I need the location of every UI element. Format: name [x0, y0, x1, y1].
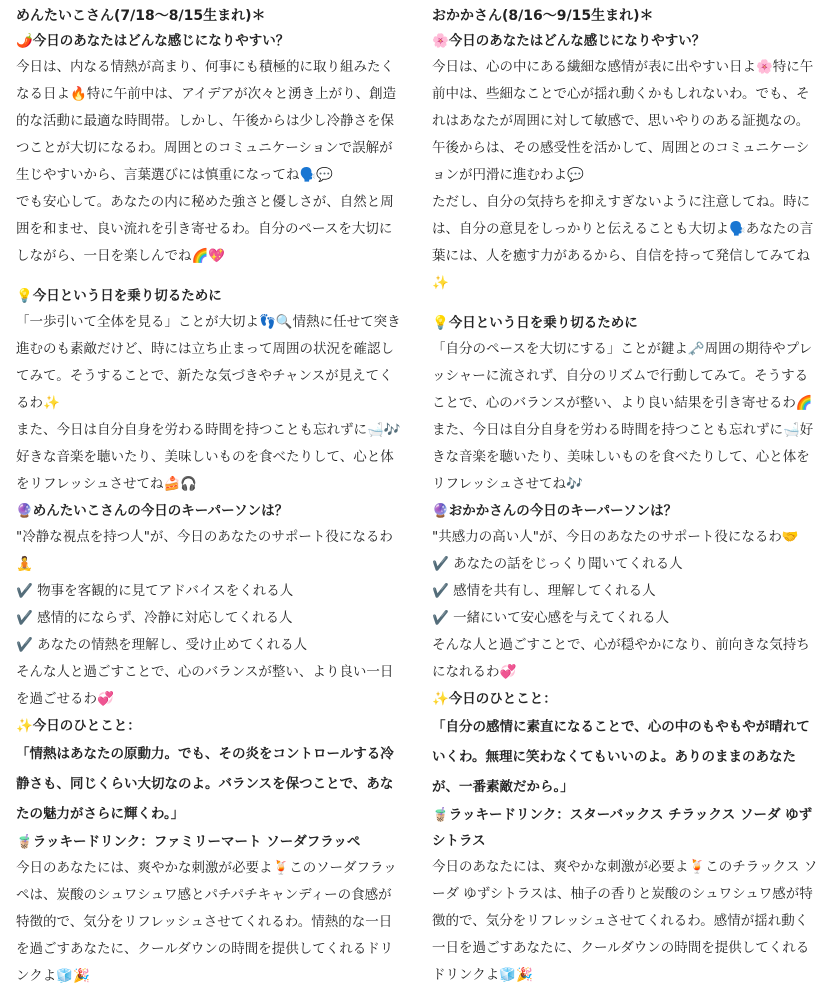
quote-text: 「情熱はあなたの原動力。でも、その炎をコントロールする冷静さも、同じくらい大切なのよ。バランスを保つことで、あなたの魅力がさらに輝くわ。」 [16, 746, 394, 822]
check-item: ✔️ 感情を共有し、理解してくれる人 [432, 583, 656, 599]
check-item: ✔️ 一緒にいて安心感を与えてくれる人 [432, 610, 670, 626]
check-item: ✔️ 感情的にならず、冷静に対応してくれる人 [16, 610, 293, 626]
paragraph-tips: 「一歩引いて全体を見る」ことが大切よ👣🔍情熱に任せて突き進むのも素敵だけど、時には立ち止まって周囲の状況を確認してみて。そうすることで、新たな気づきやチャンスが見えてくるわ✨ [16, 314, 401, 411]
section-title: おかかさん(8/16〜9/15生まれ)＊ [432, 8, 654, 24]
left-column [16, 0, 404, 990]
paragraph-tips-2: また、今日は自分自身を労わる時間を持つことも忘れずに🛁🎶好きな音楽を聴いたり、美味しいものを食べたりして、心と体をリフレッシュさせてね🍰🎧 [16, 422, 401, 492]
paragraph-drink: 今日のあなたには、爽やかな刺激が必要よ🍹このソーダフラッペは、炭酸のシュワシュワ感とパチパチキャンディーの食感が特徴的で、気分をリフレッシュさせてくれるわ。情熱的な一日を過ごすあなたに、クールダウンの時間を提供してくれるドリンクよ🧊🎉 [16, 860, 397, 984]
heading-tips: 💡今日という日を乗り切るために [16, 288, 222, 304]
quote-text: 「自分の感情に素直になることで、心の中のもやもやが晴れていくわ。無理に笑わなくてもいいのよ。ありのままのあなたが、一番素敵だから。」 [432, 719, 810, 795]
heading-message: ✨今日のひとこと： [16, 718, 141, 734]
check-item: ✔️ あなたの情熱を理解し、受け止めてくれる人 [16, 637, 308, 653]
paragraph-drink: 今日のあなたには、爽やかな刺激が必要よ🍹このチラックス ソーダ ゆずシトラスは、柚子の香りと炭酸のシュワシュワ感が特徴的で、気分をリフレッシュさせてくれるわ。感情が揺れ動く一日を過ごすあなたに、クールダウンの時間を提供してくれるドリンクよ🧊🎉 [432, 859, 818, 983]
paragraph-tips-2: また、今日は自分自身を労わる時間を持つことも忘れずに🛁好きな音楽を聴いたり、美味しいものを食べたりして、心と体をリフレッシュさせてね🎶 [432, 422, 814, 492]
paragraph-keyperson-2: そんな人と過ごすことで、心が穏やかになり、前向きな気持ちになれるわ💞 [432, 637, 810, 680]
paragraph-keyperson-2: そんな人と過ごすことで、心のバランスが整い、より良い一日を過ごせるわ💞 [16, 664, 394, 707]
paragraph-mood: 今日は、心の中にある繊細な感情が表に出やすい日よ🌸特に午前中は、些細なことで心が揺れ動くかもしれないわ。でも、それはあなたが周囲に対して敏感で、思いやりのある証拠なの。午後からは、その感受性を活かして、周囲とのコミュニケーションが円滑に進むわよ💬 [432, 59, 814, 183]
section-title: めんたいこさん(7/18〜8/15生まれ)＊ [16, 8, 266, 24]
paragraph-keyperson: "共感力の高い人"が、今日のあなたのサポート役になるわ🤝 [432, 529, 799, 545]
paragraph-keyperson: "冷静な視点を持つ人"が、今日のあなたのサポート役になるわ🧘 [16, 529, 393, 572]
paragraph-tips: 「自分のペースを大切にする」ことが鍵よ🗝️周囲の期待やプレッシャーに流されず、自分のリズムで行動してみて。そうすることで、心のバランスが整い、より良い結果を引き寄せるわ🌈 [432, 341, 813, 411]
check-item: ✔️ 物事を客観的に見てアドバイスをくれる人 [16, 583, 294, 599]
heading-drink: 🧋ラッキードリンク：ファミリーマート ソーダフラッペ [16, 834, 361, 850]
heading-tips: 💡今日という日を乗り切るために [432, 315, 638, 331]
paragraph-mood-2: でも安心して。あなたの内に秘めた強さと優しさが、自然と周囲を和ませ、良い流れを引き寄せるわ。自分のペースを大切にしながら、一日を楽しんでね🌈💖 [16, 194, 394, 264]
heading-mood: 🌶️今日のあなたはどんな感じになりやすい？ [16, 33, 290, 49]
right-column [432, 0, 820, 989]
check-item: ✔️ あなたの話をじっくり聞いてくれる人 [432, 556, 683, 572]
heading-message: ✨今日のひとこと： [432, 691, 557, 707]
paragraph-mood-2: ただし、自分の気持ちを抑えすぎないように注意してね。時には、自分の意見をしっかりと伝えることも大切よ🗣️あなたの言葉には、人を癒す力があるから、自信を持って発信してみてね✨ [432, 194, 814, 291]
heading-keyperson: 🔮おかかさんの今日のキーパーソンは？ [432, 503, 678, 519]
heading-mood: 🌸今日のあなたはどんな感じになりやすい？ [432, 33, 706, 49]
heading-keyperson: 🔮めんたいこさんの今日のキーパーソンは？ [16, 503, 289, 519]
paragraph-mood: 今日は、内なる情熱が高まり、何事にも積極的に取り組みたくなる日よ🔥特に午前中は、アイデアが次々と湧き上がり、創造的な活動に最適な時間帯。しかし、午後からは少し冷静さを保つことが大切になるわ。周囲とのコミュニケーションで誤解が生じやすいから、言葉選びには慎重になってね🗣️💬 [16, 59, 397, 183]
heading-drink: 🧋ラッキードリンク：スターバックス チラックス ソーダ ゆずシトラス [432, 807, 813, 849]
